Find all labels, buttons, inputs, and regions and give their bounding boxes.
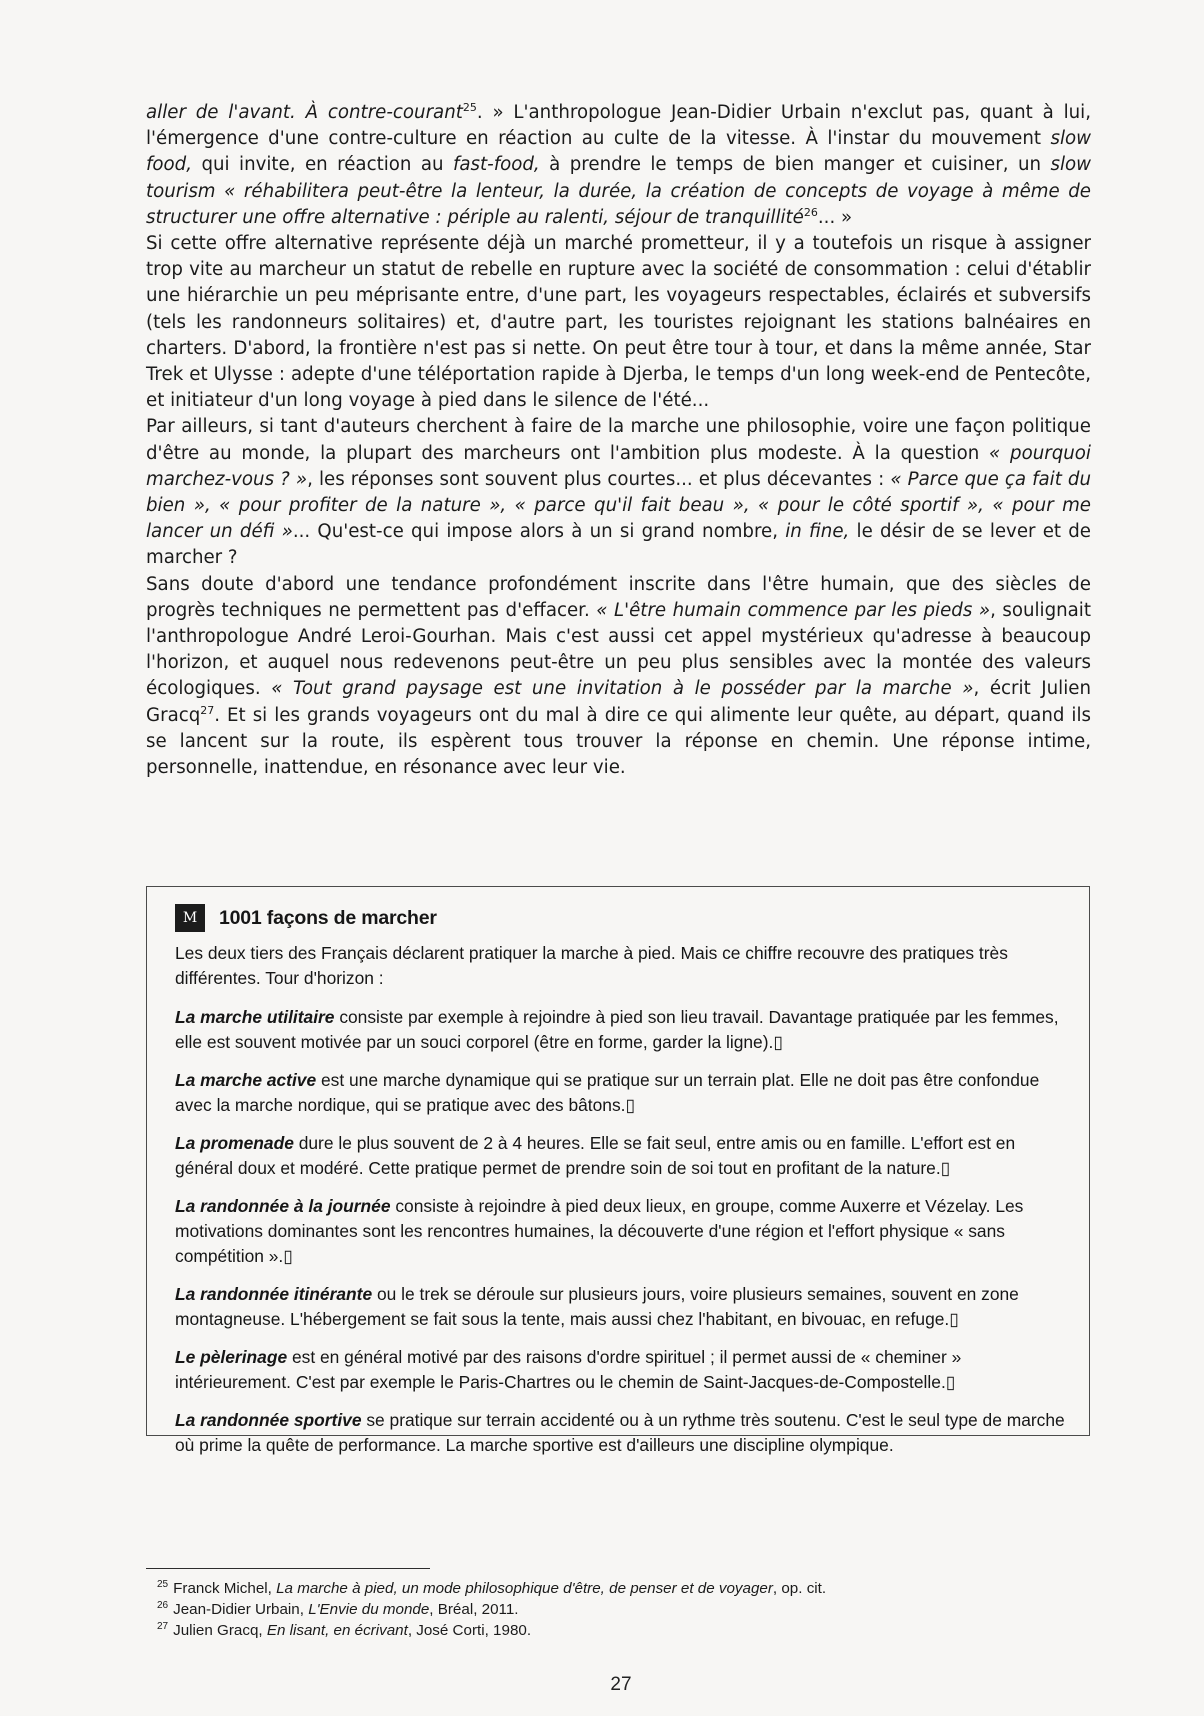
- text-run: « Parce que ça fait du bien », « pour profiter de la nature », « parce qu'il fait beau », « pour le côté sportif », « pour me lancer un défi »: [146, 468, 1092, 543]
- footnote-title: En lisant, en écrivant: [266, 1622, 408, 1639]
- entry-term: Le pèlerinage: [175, 1347, 288, 1367]
- text-run: à prendre le temps de bien manger et cuisiner, un: [539, 154, 1051, 176]
- entry-text: consiste à rejoindre à pied deux lieux, en groupe, comme Auxerre et Vézelay. Les motivations dominantes sont les rencontres humaines, la découverte d'une région et l'effort physique « sans compétition ».▯: [175, 1196, 1024, 1266]
- footnote-text: , Bréal, 2011.: [429, 1601, 519, 1618]
- footnote-text: , op. cit.: [772, 1580, 827, 1597]
- footnote-divider: [146, 1568, 430, 1569]
- text-run: , écrit Julien Gracq: [146, 678, 1092, 726]
- text-run: « pourquoi marchez-vous ? »: [146, 442, 1091, 490]
- entry-text: se pratique sur terrain accidenté ou à un rythme très soutenu. C'est le seul type de marche où prime la quête de performance. La marche sportive est d'ailleurs une discipline olympique.: [175, 1410, 1065, 1455]
- entry-text: ou le trek se déroule sur plusieurs jours, voire plusieurs semaines, souvent en zone montagneuse. L'hébergement se fait sous la tente, mais aussi chez l'habitant, en bivouac, en refuge.▯: [175, 1284, 1019, 1329]
- sidebar-box: [146, 886, 1090, 1455]
- sidebar-entry: [175, 1068, 1065, 1118]
- footnote-number: 26: [157, 1599, 169, 1611]
- footnote-ref-27: 27: [200, 703, 215, 717]
- text-run: qui invite, en réaction au: [191, 154, 453, 176]
- text-run: Par ailleurs, si tant d'auteurs cherchent à faire de la marche une philosophie, voire une façon politique d'être au monde, la plupart des marcheurs ont l'ambition plus modeste. À la question: [146, 416, 1091, 464]
- entry-text: consiste par exemple à rejoindre à pied son lieu travail. Davantage pratiquée par les femmes, elle est souvent motivée par un souci corporel (être en forme, garder la ligne).▯: [175, 1007, 1059, 1052]
- text-run: fast-food,: [453, 154, 540, 176]
- text-run: « L'être humain commence par les pieds »: [596, 599, 991, 621]
- footnote-title: L'Envie du monde: [308, 1601, 430, 1618]
- text-run: aller de l'avant. À contre-courant: [146, 102, 463, 123]
- entry-term: La randonnée à la journée: [175, 1196, 391, 1216]
- footnote-number: 25: [157, 1578, 169, 1590]
- entry-term: La marche utilitaire: [175, 1007, 335, 1027]
- text-run: ... Qu'est-ce qui impose alors à un si grand nombre,: [292, 521, 786, 543]
- footnote-text: , José Corti, 1980.: [407, 1622, 532, 1639]
- sidebar-header: [175, 903, 1065, 933]
- text-run: slow food,: [146, 128, 1091, 176]
- paragraph-2: Si cette offre alternative représente déjà un marché prometteur, il y a toutefois un risque à assigner trop vite au marcheur un statut de rebelle en rupture avec la société de consommation : celui d'établir une hiérarchie un peu méprisante entre, d'une part, les voyageurs respectables, éclairés et subversifs (tels les randonneurs solitaires) et, d'autre part, les touristes rejoignant les stations balnéaires en charters. D'abord, la frontière n'est pas si nette. On peut être tour à tour, et dans la même année, Star Trek et Ulysse : adepte d'une téléportation rapide à Djerba, le temps d'un long week-end de Pentecôte, et initiateur d'un long voyage à pied dans le silence de l'été...: [146, 233, 1091, 412]
- footnote-title: La marche à pied, un mode philosophique d'être, de penser et de voyager: [276, 1580, 773, 1597]
- paragraph-1: [146, 100, 1091, 231]
- footnote-25: [157, 1578, 1057, 1599]
- entry-text: est en général motivé par des raisons d'ordre spirituel ; il permet aussi de « cheminer » intérieurement. C'est par exemple le Paris-Chartres ou le chemin de Saint-Jacques-de-Compostelle.▯: [175, 1347, 962, 1392]
- text-run: le désir de se lever et de marcher ?: [146, 521, 1091, 569]
- m-box-icon: M: [175, 904, 205, 932]
- page-number: 27: [610, 1674, 632, 1695]
- entry-term: La randonnée sportive: [175, 1410, 362, 1430]
- entry-text: dure le plus souvent de 2 à 4 heures. Elle se fait seul, entre amis ou en famille. L'effort est en général doux et modéré. Cette pratique permet de prendre soin de soi tout en profitant de la nature.▯: [175, 1133, 1016, 1178]
- text-run: , soulignait l'anthropologue André Leroi-Gourhan. Mais c'est aussi cet appel mystérieux qu'adresse à beaucoup l'horizon, et auquel nous redevenons peut-être un peu plus sensibles avec la montée des valeurs écologiques.: [146, 599, 1091, 700]
- sidebar-intro: Les deux tiers des Français déclarent pratiquer la marche à pied. Mais ce chiffre recouvre des pratiques très différentes. Tour d'horizon :: [175, 943, 1008, 988]
- text-run: ... »: [817, 206, 853, 228]
- entry-term: La promenade: [175, 1133, 294, 1153]
- footnote-text: Franck Michel,: [173, 1580, 277, 1597]
- entry-term: La randonnée itinérante: [175, 1284, 373, 1304]
- paragraph-3: [146, 414, 1091, 571]
- sidebar-entry: [175, 1408, 1065, 1458]
- sidebar-entry: [175, 1282, 1065, 1332]
- sidebar-entry: [175, 1194, 1065, 1269]
- entry-text: est une marche dynamique qui se pratique sur un terrain plat. Elle ne doit pas être confondue avec la marche nordique, qui se pratique avec des bâtons.▯: [175, 1070, 1040, 1115]
- text-run: slow tourism « réhabilitera peut-être la lenteur, la durée, la création de concepts de voyage à même de structurer une offre alternative : périple au ralenti, séjour de tranquillité: [146, 154, 1091, 228]
- text-run: in fine,: [785, 521, 850, 543]
- footnote-ref-26: 26: [803, 205, 818, 219]
- sidebar-entry: [175, 1005, 1065, 1055]
- text-run: , les réponses sont souvent plus courtes... et plus décevantes :: [307, 468, 891, 490]
- footnote-text: Julien Gracq,: [173, 1622, 267, 1639]
- text-run: . » L'anthropologue Jean-Didier Urbain n'exclut pas, quant à lui, l'émergence d'une contre-culture en réaction au culte de la vitesse. À l'instar du mouvement: [146, 102, 1091, 150]
- entry-term: La marche active: [175, 1070, 317, 1090]
- sidebar-entry: [175, 1131, 1065, 1181]
- footnotes: [157, 1578, 1057, 1641]
- sidebar-entry: [175, 1345, 1065, 1395]
- sidebar-title: 1001 façons de marcher: [219, 906, 437, 929]
- footnote-ref-25: 25: [462, 100, 477, 114]
- text-run: « Tout grand paysage est une invitation à le posséder par la marche »: [271, 678, 974, 700]
- footnote-26: [157, 1599, 1057, 1620]
- main-text: [146, 100, 1091, 781]
- footnote-number: 27: [157, 1620, 169, 1632]
- text-run: Sans doute d'abord une tendance profondément inscrite dans l'être humain, que des siècles de progrès techniques ne permettent pas d'effacer.: [146, 573, 1091, 621]
- footnote-27: [157, 1620, 1057, 1641]
- text-run: . Et si les grands voyageurs ont du mal à dire ce qui alimente leur quête, au départ, quand ils se lancent sur la route, ils espèrent tous trouver la réponse en chemin. Une réponse intime, personnelle, inattendue, en résonance avec leur vie.: [146, 704, 1091, 779]
- footnote-text: Jean-Didier Urbain,: [173, 1601, 309, 1618]
- paragraph-4: [146, 572, 1091, 782]
